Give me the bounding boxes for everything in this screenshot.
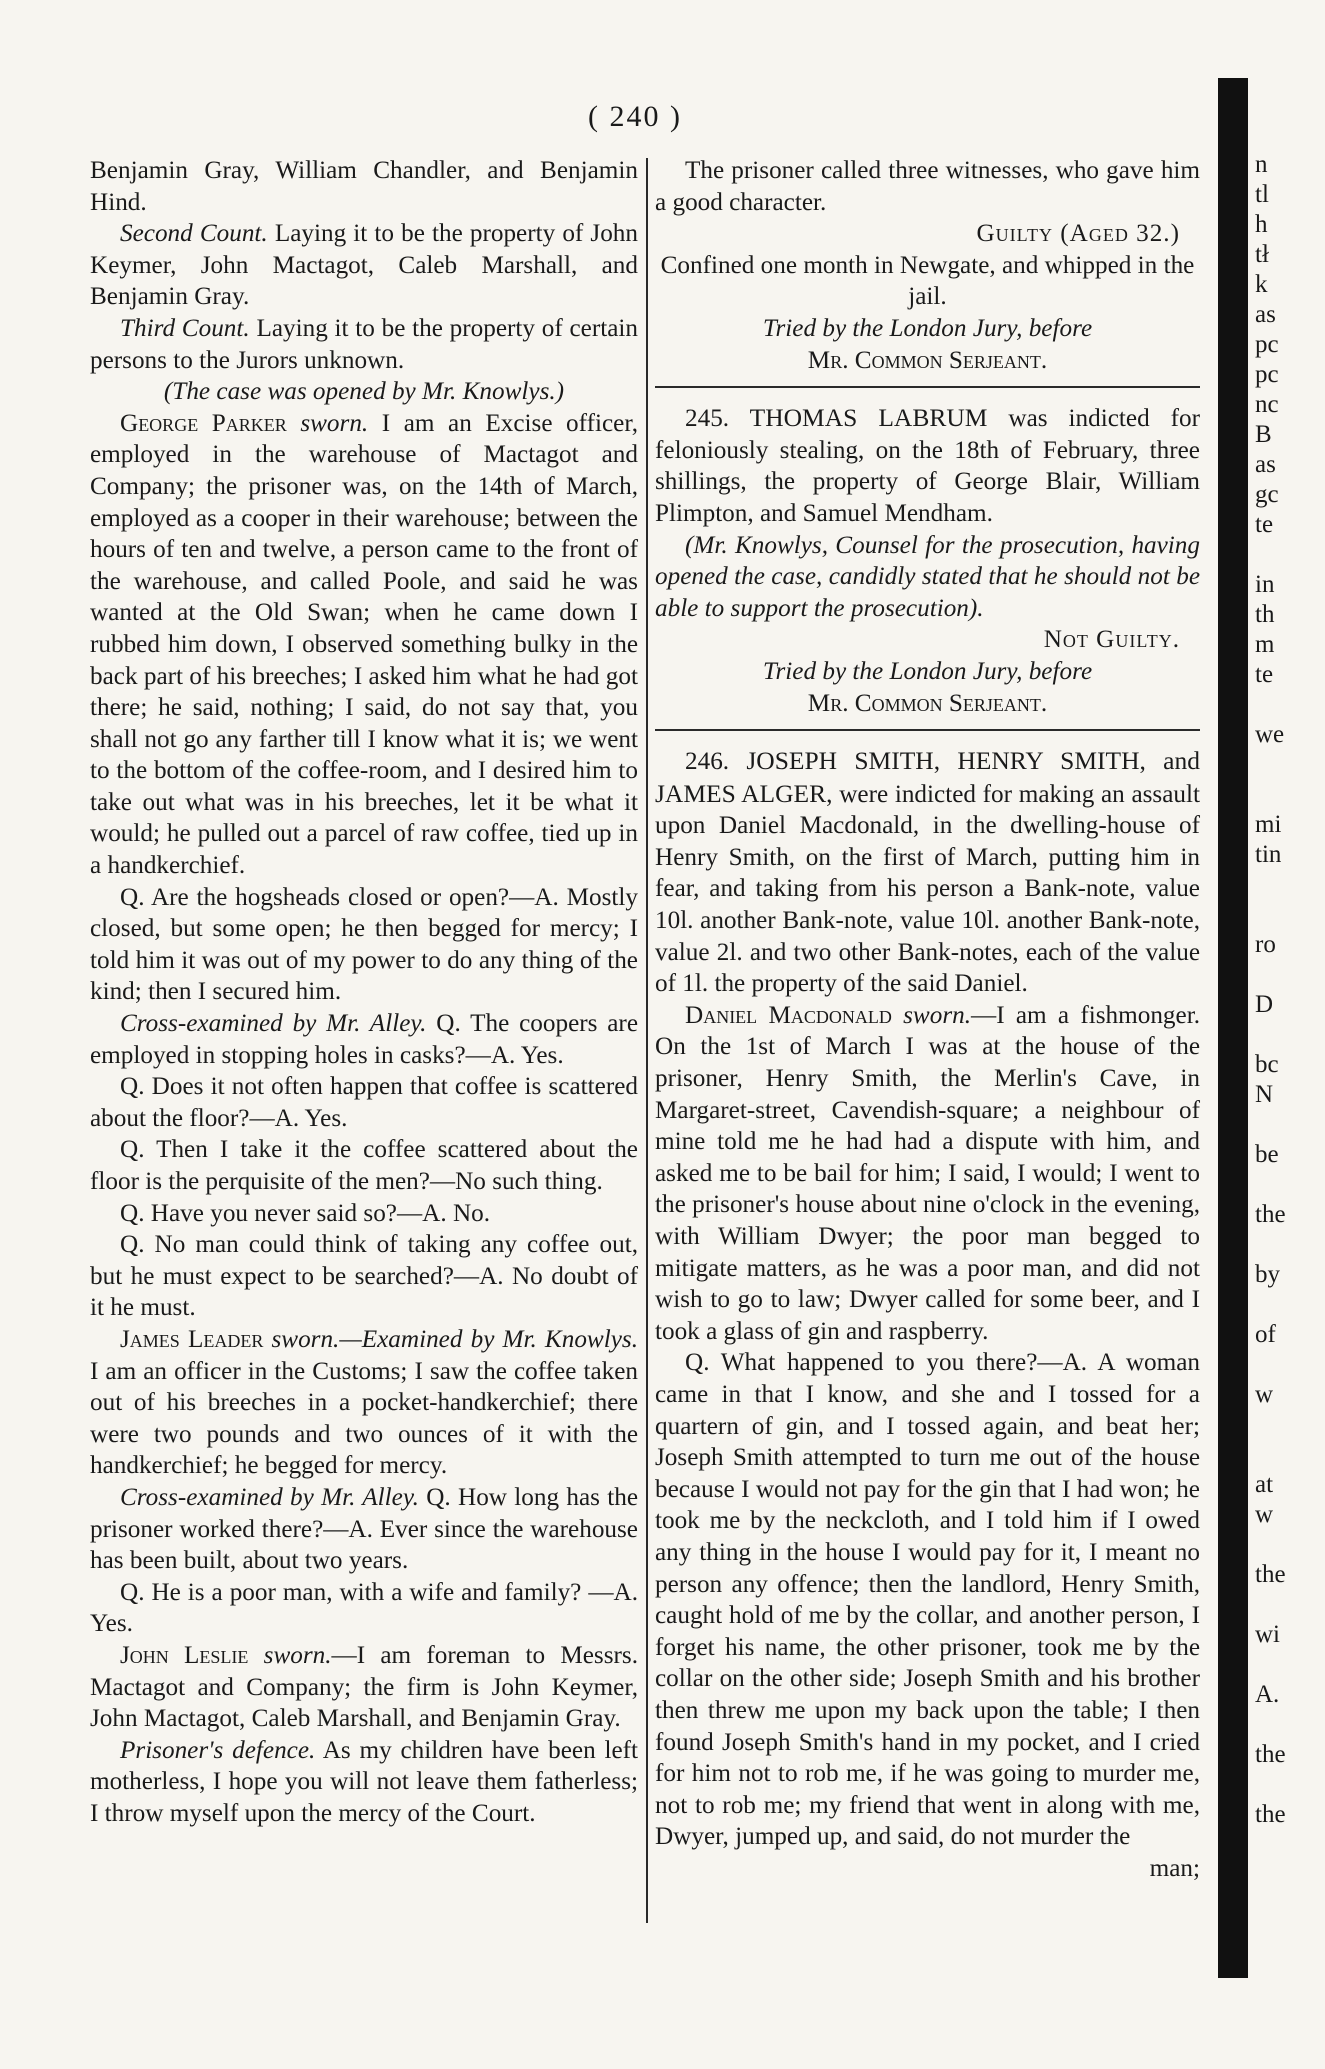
edge-fragment: wi xyxy=(1255,1621,1280,1648)
edge-fragment: gc xyxy=(1255,481,1279,508)
edge-fragment xyxy=(1255,1650,1325,1680)
leslie-sworn: sworn. xyxy=(248,1641,332,1669)
section-rule-2 xyxy=(655,729,1200,731)
leader-name: James Leader xyxy=(120,1325,264,1353)
edge-fragment xyxy=(1255,750,1325,780)
question-3: Q. Then I take it the coffee scattered about the floor is the perquisite of the men?—No such thing. xyxy=(90,1136,638,1195)
case-245-name: THOMAS LABRUM xyxy=(729,403,988,433)
edge-fragment xyxy=(1255,1530,1325,1560)
edge-fragment xyxy=(1255,540,1325,570)
question-1: Q. Are the hogsheads closed or open?—A. Mostly closed, but some open; he then begged for mercy; I told him it was out of my power to do any thing of the kind; then I secured him. xyxy=(90,883,638,1006)
edge-fragment: tl xyxy=(1255,181,1269,208)
edge-fragment: w xyxy=(1255,1501,1274,1528)
adjacent-page-fragments xyxy=(1255,150,1325,1830)
edge-fragment xyxy=(1255,1110,1325,1140)
column-divider xyxy=(646,158,648,1923)
edge-fragment: the xyxy=(1255,1741,1286,1768)
edge-fragment xyxy=(1255,960,1325,990)
edge-fragment: tin xyxy=(1255,841,1282,868)
edge-fragment: in xyxy=(1255,571,1275,598)
verdict-not-guilty: Not Guilty. xyxy=(1043,626,1180,654)
verdict-guilty: Guilty (Aged 32.) xyxy=(976,220,1180,248)
parker-testimony xyxy=(90,408,638,882)
edge-fragment: m xyxy=(1255,631,1275,658)
edge-fragment xyxy=(1255,1710,1325,1740)
case-246 xyxy=(655,745,1200,1000)
tried-by-1: Tried by the London Jury, before xyxy=(762,314,1093,342)
edge-fragment: the xyxy=(1255,1561,1286,1588)
edge-fragment: B xyxy=(1255,421,1272,448)
edge-fragment xyxy=(1255,1410,1325,1440)
leslie-text: —I am foreman to Messrs. Mactagot and Company; the firm is John Keymer, John Mactagot, Caleb Marshall, and Benjamin Gray. xyxy=(90,1641,638,1733)
edge-fragment: th xyxy=(1255,601,1275,628)
parker-text: I am an Excise officer, employed in the warehouse of Mactagot and Company; the prisoner was, on the 14th of March, employed as a cooper in their warehouse; between the hours of ten and twelve, a person came to the front of the warehouse, and called Poole, and said he was wanted at the Old Swan; when he came down I rubbed him down, I observed something bulky in the back part of his breeches; I asked him what he had got there; he said, nothing; I said, do not say that, you shall not go any farther till I know what it is; we went to the bottom of the coffee-room, and I desired him to take out what was in his breeches, let it be what it would; he pulled out a parcel of raw coffee, tied up in a handkerchief. xyxy=(90,409,639,880)
third-count-text: Laying it to be the property of certain persons to the Jurors unknown. xyxy=(90,314,638,374)
catchword: man; xyxy=(1149,1854,1200,1882)
edge-fragment: te xyxy=(1255,661,1274,688)
edge-fragment: pc xyxy=(1255,361,1279,388)
edge-fragment: be xyxy=(1255,1141,1279,1168)
case-opened-note: (The case was opened by Mr. Knowlys.) xyxy=(163,378,565,406)
edge-fragment: n xyxy=(1255,151,1268,178)
macdonald-testimony xyxy=(655,1000,1200,1348)
edge-fragment: te xyxy=(1255,511,1274,538)
edge-fragment: D xyxy=(1255,991,1274,1018)
third-count-label: Third Count. xyxy=(120,314,250,342)
page-gutter-shadow xyxy=(1218,78,1248,1978)
edge-fragment: h xyxy=(1255,211,1268,238)
case-245-number: 245. xyxy=(685,405,730,433)
third-count xyxy=(90,313,638,376)
leader-text: I am an officer in the Customs; I saw the coffee taken out of his breeches in a pocket-handkerchief; there were two pounds and two ounces of it with the handkerchief; he begged for mercy. xyxy=(90,1357,638,1480)
edge-fragment: by xyxy=(1255,1261,1280,1288)
cross1-text: Q. The coopers are employed in stopping holes in casks?—A. Yes. xyxy=(90,1010,638,1069)
page-number: ( 240 ) xyxy=(588,100,682,133)
edge-fragment xyxy=(1255,1020,1325,1050)
edge-fragment: the xyxy=(1255,1801,1286,1828)
judge-2: Mr. Common Serjeant. xyxy=(807,689,1048,717)
case-245-text: was indicted for feloniously stealing, on the 18th of February, three shillings, the property of George Blair, William Plimpton, and Samuel Mendham. xyxy=(655,405,1200,527)
tried-by-2: Tried by the London Jury, before xyxy=(762,657,1093,685)
second-count-text: Laying it to be the property of John Keymer, John Mactagot, Caleb Marshall, and Benjamin Gray. xyxy=(90,220,638,311)
edge-fragment xyxy=(1255,1290,1325,1320)
cross2-text: Q. How long has the prisoner worked there?—A. Ever since the warehouse has been built, about two years. xyxy=(90,1483,639,1575)
edge-fragment xyxy=(1255,1590,1325,1620)
edge-fragment xyxy=(1255,900,1325,930)
edge-fragment: as xyxy=(1255,451,1276,478)
macdonald-name: Daniel Macdonald xyxy=(685,1001,892,1029)
edge-fragment: A. xyxy=(1255,1681,1280,1708)
witnesses-note: The prisoner called three witnesses, who gave him a good character. xyxy=(655,157,1200,216)
question-5: Q. No man could think of taking any coffee out, but he must expect to be searched?—A. No doubt of it he must. xyxy=(90,1231,638,1322)
case-245-note: (Mr. Knowlys, Counsel for the prosecution, having opened the case, candidly stated that he should not be able to support the prosecution). xyxy=(655,531,1200,622)
question-2: Q. Does it not often happen that coffee is scattered about the floor?—A. Yes. xyxy=(90,1073,638,1132)
edge-fragment xyxy=(1255,1770,1325,1800)
edge-fragment xyxy=(1255,780,1325,810)
edge-fragment xyxy=(1255,690,1325,720)
leader-testimony xyxy=(90,1324,638,1482)
judge-1: Mr. Common Serjeant. xyxy=(807,346,1048,374)
cross-examination-1 xyxy=(90,1008,638,1071)
defence-text: As my children have been left motherless, I hope you will not leave them fatherless; I throw myself upon the mercy of the Court. xyxy=(90,1736,639,1827)
case-246-text: were indicted for making an assault upon Daniel Macdonald, in the dwelling-house of Henry Smith, on the first of March, putting him in fear, and taking from his person a Bank-note, value 10l. another Bank-note, value 10l. another Bank-note, value 2l. and two other Bank-notes, each of the value of 1l. the property of the said Daniel. xyxy=(655,780,1200,998)
leslie-testimony xyxy=(90,1640,638,1735)
cross-examination-2 xyxy=(90,1482,638,1577)
cross1-label: Cross-examined by Mr. Alley. xyxy=(120,1010,427,1038)
left-column xyxy=(90,155,638,1829)
case-246-number: 246. xyxy=(685,748,730,776)
parker-sworn: sworn. xyxy=(286,409,369,437)
section-rule-1 xyxy=(655,386,1200,388)
question-7: Q. What happened to you there?—A. A woman came in that I know, and she and I tossed for a quartern of gin, and I tossed again, and beat her; Joseph Smith attempted to turn me out of the house because I would not pay for the gin that I had won; he took me by the neckcloth, and I told him if I owed any thing in the house I would pay for it, I meant no person any offence; then the landlord, Henry Smith, caught hold of me by the collar, and another person, I forget his name, the other prisoner, took me by the collar on the other side; Joseph Smith and his brother then threw me upon my back upon the table; I then found Joseph Smith's hand in my pocket, and I cried for him not to rob me, if he was going to murder me, not to rob me; my friend that went in along with me, Dwyer, jumped up, and said, do not murder the xyxy=(655,1349,1200,1851)
edge-fragment: of xyxy=(1255,1321,1276,1348)
edge-fragment: the xyxy=(1255,1201,1286,1228)
macdonald-sworn: sworn. xyxy=(891,1001,972,1029)
edge-fragment: pc xyxy=(1255,331,1279,358)
macdonald-text: —I am a fishmonger. On the 1st of March I was at the house of the prisoner, Henry Smith, the Merlin's Cave, in Margaret-street, Cavendish-square; a neighbour of mine told me he had had a dispute with him, and asked me to be bail for him; I said, I would; I went to the prisoner's house about nine o'clock in the evening, with William Dwyer; the poor man begged to mitigate matters, as he was a poor man, and did not wish to go to law; Dwyer called for some beer, and I took a glass of gin and raspberry. xyxy=(655,1001,1200,1345)
edge-fragment xyxy=(1255,1170,1325,1200)
edge-fragment: N xyxy=(1255,1081,1274,1108)
edge-fragment: as xyxy=(1255,301,1276,328)
edge-fragment: at xyxy=(1255,1471,1274,1498)
edge-fragment: nc xyxy=(1255,391,1279,418)
second-count-label: Second Count. xyxy=(120,220,268,248)
edge-fragment xyxy=(1255,1350,1325,1380)
leslie-name: John Leslie xyxy=(120,1641,249,1669)
edge-fragment: ro xyxy=(1255,931,1276,958)
edge-fragment xyxy=(1255,870,1325,900)
right-column xyxy=(655,155,1200,1884)
second-count xyxy=(90,218,638,313)
prisoner-defence xyxy=(90,1735,638,1830)
case-245 xyxy=(655,402,1200,529)
edge-fragment: w xyxy=(1255,1381,1274,1408)
edge-fragment: bc xyxy=(1255,1051,1279,1078)
edge-fragment: tł xyxy=(1255,241,1269,268)
edge-fragment: we xyxy=(1255,721,1285,748)
question-6: Q. He is a poor man, with a wife and family? —A. Yes. xyxy=(90,1578,638,1638)
edge-fragment: mi xyxy=(1255,811,1282,838)
edge-fragment xyxy=(1255,1230,1325,1260)
question-4: Q. Have you never said so?—A. No. xyxy=(120,1199,491,1227)
edge-fragment: k xyxy=(1255,271,1268,298)
edge-fragment xyxy=(1255,1440,1325,1470)
left-paragraph-1: Benjamin Gray, William Chandler, and Benjamin Hind. xyxy=(90,157,638,216)
cross2-label: Cross-examined by Mr. Alley. xyxy=(120,1483,419,1511)
leader-sworn: sworn.—Examined by Mr. Knowlys. xyxy=(263,1325,638,1353)
case-246-names: JOSEPH SMITH, HENRY SMITH, and JAMES ALGER, xyxy=(655,746,1200,808)
defence-label: Prisoner's defence. xyxy=(120,1736,316,1764)
sentence: Confined one month in Newgate, and whipped in the jail. xyxy=(660,251,1195,311)
parker-name: George Parker xyxy=(120,409,287,437)
